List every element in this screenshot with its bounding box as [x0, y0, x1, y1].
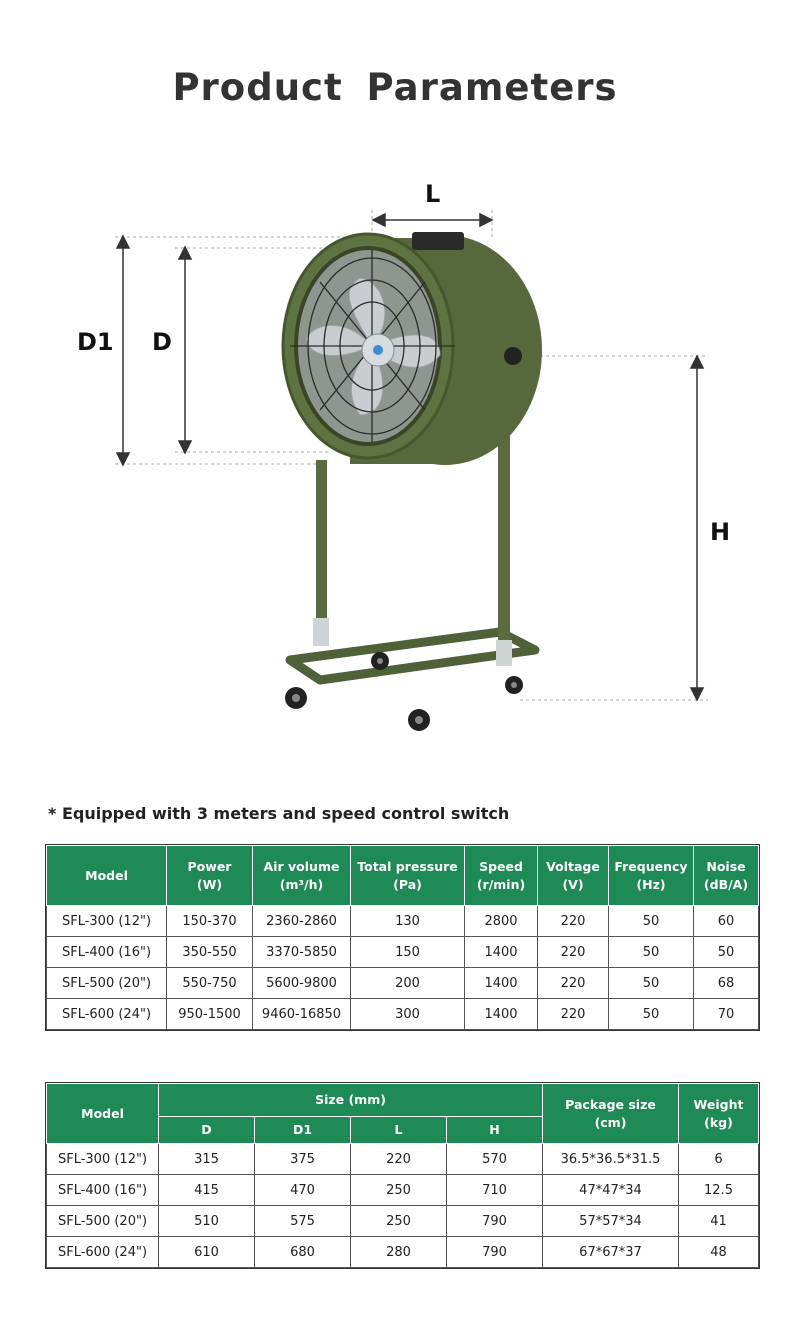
fan-illustration: [0, 170, 790, 750]
table-cell: 5600-9800: [253, 968, 351, 999]
specs-header-cell: [351, 846, 465, 906]
table-cell: 41: [679, 1206, 759, 1237]
table-row: [47, 968, 759, 999]
size-table-header-row: [47, 1084, 759, 1117]
table-cell: SFL-400 (16"): [47, 937, 167, 968]
specs-header-cell: [694, 846, 759, 906]
specs-table-header-row: [47, 846, 759, 906]
table-row: [47, 906, 759, 937]
size-subheader-d: D: [159, 1117, 255, 1144]
table-cell: 280: [351, 1237, 447, 1268]
table-cell: 50: [609, 937, 694, 968]
table-cell: 250: [351, 1206, 447, 1237]
weight-header-line2: (kg): [704, 1114, 733, 1130]
specs-header-cell: [253, 846, 351, 906]
equipment-note: * Equipped with 3 meters and speed control switch: [48, 804, 510, 823]
specs-header-text: Air volume: [263, 858, 340, 874]
table-cell: 50: [609, 906, 694, 937]
specs-header-text: (m³/h): [279, 876, 324, 892]
table-row: [47, 937, 759, 968]
table-cell: 220: [538, 968, 609, 999]
dimension-label-d: D: [152, 328, 172, 356]
table-cell: 36.5*36.5*31.5: [543, 1144, 679, 1175]
specs-header-text: Model: [85, 867, 128, 883]
table-cell: 57*57*34: [543, 1206, 679, 1237]
table-cell: SFL-500 (20"): [47, 968, 167, 999]
table-cell: 220: [538, 999, 609, 1030]
specs-header-text: Total pressure: [357, 858, 458, 874]
table-cell: 3370-5850: [253, 937, 351, 968]
table-cell: SFL-300 (12"): [47, 906, 167, 937]
table-cell: 70: [694, 999, 759, 1030]
table-cell: SFL-600 (24"): [47, 1237, 159, 1268]
table-cell: 2800: [465, 906, 538, 937]
table-cell: SFL-600 (24"): [47, 999, 167, 1030]
table-cell: SFL-300 (12"): [47, 1144, 159, 1175]
dimension-label-d1: D1: [77, 328, 114, 356]
size-table-model-header: Model: [47, 1084, 159, 1144]
table-cell: 48: [679, 1237, 759, 1268]
table-row: [47, 1237, 759, 1268]
table-cell: 150: [351, 937, 465, 968]
table-cell: 710: [447, 1175, 543, 1206]
table-cell: 350-550: [167, 937, 253, 968]
size-table-size-header: Size (mm): [159, 1084, 543, 1117]
table-cell: 2360-2860: [253, 906, 351, 937]
specs-header-cell: [47, 846, 167, 906]
table-cell: 220: [538, 937, 609, 968]
table-row: [47, 1175, 759, 1206]
table-cell: 47*47*34: [543, 1175, 679, 1206]
table-cell: 790: [447, 1206, 543, 1237]
table-cell: 610: [159, 1237, 255, 1268]
dimension-label-l: L: [425, 180, 441, 208]
table-cell: SFL-500 (20"): [47, 1206, 159, 1237]
table-cell: 12.5: [679, 1175, 759, 1206]
size-table: [46, 1083, 759, 1268]
table-cell: 680: [255, 1237, 351, 1268]
specs-header-cell: [609, 846, 694, 906]
size-table-weight-header: [679, 1084, 759, 1144]
specs-header-text: Frequency: [614, 858, 688, 874]
specs-table: [46, 845, 759, 1030]
table-cell: 1400: [465, 937, 538, 968]
specs-header-text: Speed: [479, 858, 523, 874]
package-header-line2: (cm): [594, 1114, 627, 1130]
table-cell: 315: [159, 1144, 255, 1175]
table-cell: 300: [351, 999, 465, 1030]
table-cell: 250: [351, 1175, 447, 1206]
dimension-label-h: H: [710, 518, 731, 546]
size-subheader-l: L: [351, 1117, 447, 1144]
table-cell: 950-1500: [167, 999, 253, 1030]
fan-body: [283, 232, 542, 465]
table-cell: 1400: [465, 968, 538, 999]
table-cell: 130: [351, 906, 465, 937]
specs-header-cell: [538, 846, 609, 906]
page-title: Product Parameters: [172, 66, 618, 109]
size-subheader-h: H: [447, 1117, 543, 1144]
specs-header-text: Power: [187, 858, 232, 874]
product-figure: [0, 170, 790, 750]
weight-header-line1: Weight: [693, 1096, 744, 1112]
table-cell: 570: [447, 1144, 543, 1175]
table-cell: 550-750: [167, 968, 253, 999]
table-cell: 220: [538, 906, 609, 937]
specs-header-cell: [167, 846, 253, 906]
table-row: [47, 999, 759, 1030]
table-cell: 50: [694, 937, 759, 968]
table-cell: 60: [694, 906, 759, 937]
table-cell: 150-370: [167, 906, 253, 937]
specs-header-cell: [465, 846, 538, 906]
specs-header-text: (Hz): [636, 876, 666, 892]
table-cell: 6: [679, 1144, 759, 1175]
table-cell: SFL-400 (16"): [47, 1175, 159, 1206]
specs-header-text: (W): [196, 876, 223, 892]
specs-header-text: Voltage: [546, 858, 600, 874]
size-table-package-header: [543, 1084, 679, 1144]
specs-header-text: (Pa): [393, 876, 422, 892]
package-header-line1: Package size: [565, 1096, 656, 1112]
specs-header-text: (r/min): [476, 876, 526, 892]
table-row: [47, 1206, 759, 1237]
specs-header-text: Noise: [706, 858, 746, 874]
table-cell: 1400: [465, 999, 538, 1030]
table-cell: 470: [255, 1175, 351, 1206]
table-cell: 790: [447, 1237, 543, 1268]
table-cell: 67*67*37: [543, 1237, 679, 1268]
table-cell: 415: [159, 1175, 255, 1206]
table-cell: 9460-16850: [253, 999, 351, 1030]
table-cell: 68: [694, 968, 759, 999]
table-cell: 575: [255, 1206, 351, 1237]
table-cell: 220: [351, 1144, 447, 1175]
table-cell: 50: [609, 968, 694, 999]
table-cell: 50: [609, 999, 694, 1030]
size-subheader-d1: D1: [255, 1117, 351, 1144]
table-cell: 375: [255, 1144, 351, 1175]
table-row: [47, 1144, 759, 1175]
specs-header-text: (dB/A): [703, 876, 749, 892]
table-cell: 200: [351, 968, 465, 999]
specs-header-text: (V): [562, 876, 584, 892]
table-cell: 510: [159, 1206, 255, 1237]
